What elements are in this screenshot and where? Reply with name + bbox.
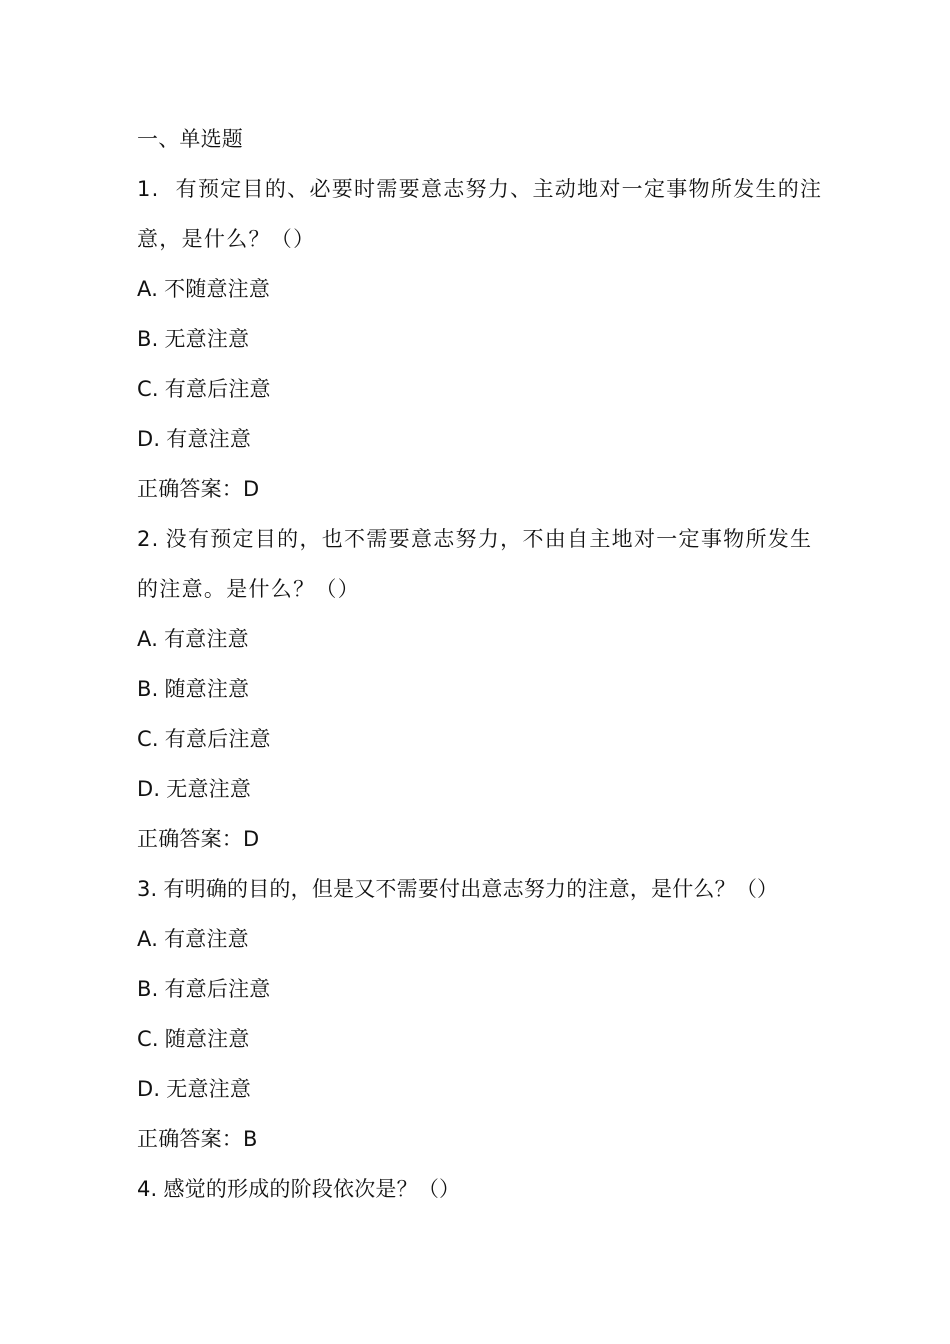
question-number: 1. <box>137 177 160 201</box>
option-text: 有意后注意 <box>164 977 271 1001</box>
option-text: 无意注意 <box>164 327 250 351</box>
question-number: 3. <box>137 877 158 901</box>
option-text: 无意注意 <box>166 1077 252 1101</box>
question-text: 没有预定目的，也不需要意志努力，不由自主地对一定事物所发生的注意。是什么？（） <box>137 527 813 601</box>
option-a <box>137 264 837 314</box>
correct-answer: 正确答案：B <box>137 1127 258 1151</box>
option-letter: A. <box>137 927 159 951</box>
option-letter: B. <box>137 977 159 1001</box>
correct-answer: 正确答案：D <box>137 827 260 851</box>
option-text: 有意注意 <box>166 427 252 451</box>
option-letter: A. <box>137 277 159 301</box>
option-letter: D. <box>137 1077 161 1101</box>
option-text: 有意后注意 <box>164 727 271 751</box>
option-b <box>137 314 837 364</box>
question-2 <box>137 514 827 614</box>
option-text: 随意注意 <box>164 1027 250 1051</box>
question-text: 有明确的目的，但是又不需要付出意志努力的注意，是什么？（） <box>163 877 779 901</box>
option-c <box>137 714 837 764</box>
option-d <box>137 764 837 814</box>
option-letter: A. <box>137 627 159 651</box>
option-letter: B. <box>137 677 159 701</box>
option-letter: C. <box>137 727 159 751</box>
option-c <box>137 1014 837 1064</box>
option-text: 不随意注意 <box>164 277 271 301</box>
option-a <box>137 914 837 964</box>
option-d <box>137 414 837 464</box>
section-title: 一、单选题 <box>137 127 243 151</box>
document-page <box>137 114 837 1214</box>
option-c <box>137 364 837 414</box>
question-4 <box>137 1164 837 1214</box>
question-3 <box>137 864 837 914</box>
option-letter: C. <box>137 1027 159 1051</box>
option-text: 随意注意 <box>164 677 250 701</box>
option-b <box>137 664 837 714</box>
option-letter: B. <box>137 327 159 351</box>
option-a <box>137 614 837 664</box>
option-text: 有意注意 <box>164 627 249 651</box>
question-number: 4. <box>137 1177 158 1201</box>
option-b <box>137 964 837 1014</box>
question-text: 感觉的形成的阶段依次是？（） <box>163 1177 461 1201</box>
option-d <box>137 1064 837 1114</box>
correct-answer: 正确答案：D <box>137 477 260 501</box>
option-text: 有意后注意 <box>164 377 271 401</box>
option-letter: C. <box>137 377 159 401</box>
option-text: 无意注意 <box>166 777 252 801</box>
option-letter: D. <box>137 777 161 801</box>
option-letter: D. <box>137 427 161 451</box>
question-number: 2. <box>137 527 160 551</box>
question-1 <box>137 164 827 264</box>
option-text: 有意注意 <box>164 927 249 951</box>
question-text: 有预定目的、必要时需要意志努力、主动地对一定事物所发生的注意，是什么？（） <box>137 177 823 251</box>
